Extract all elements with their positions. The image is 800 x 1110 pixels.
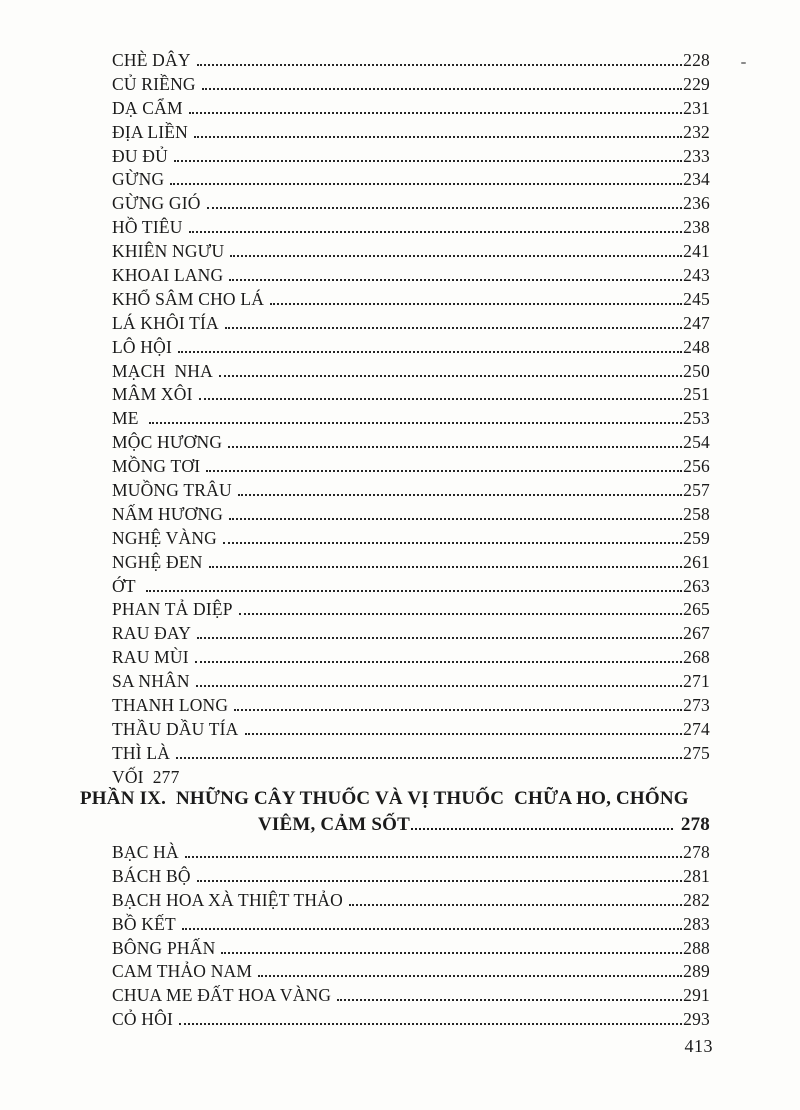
dot-leader bbox=[197, 637, 682, 639]
dot-leader bbox=[179, 1023, 682, 1025]
dot-leader bbox=[229, 279, 682, 281]
scan-speck bbox=[741, 62, 746, 64]
toc-entry bbox=[112, 408, 710, 432]
toc-entry-label: LÔ HỘI bbox=[112, 336, 173, 357]
toc-entry-page: 268 bbox=[683, 647, 710, 668]
toc-entry bbox=[112, 695, 710, 719]
toc-entry bbox=[112, 890, 710, 914]
toc-entry bbox=[112, 217, 710, 241]
toc-entry-page: 228 bbox=[683, 50, 710, 70]
toc-entry-label: ME bbox=[112, 408, 144, 429]
toc-entry-page: 288 bbox=[683, 937, 710, 958]
dot-leader bbox=[229, 518, 682, 520]
toc-entry-page: 271 bbox=[683, 671, 710, 692]
toc-entry bbox=[112, 914, 710, 938]
toc-entry-page: 247 bbox=[683, 312, 710, 333]
toc-entry-label: SA NHÂN bbox=[112, 671, 190, 692]
dot-leader bbox=[228, 446, 682, 448]
toc-entry-page: 278 bbox=[683, 842, 710, 862]
toc-entry bbox=[112, 146, 710, 170]
dot-leader bbox=[176, 757, 682, 759]
toc-entry bbox=[112, 122, 710, 146]
toc-entry bbox=[112, 456, 710, 480]
toc-entry-page: 289 bbox=[683, 961, 710, 982]
toc-entry bbox=[112, 528, 710, 552]
toc-entry bbox=[112, 241, 710, 265]
dot-leader bbox=[206, 470, 682, 472]
toc-entry-label: VỐI bbox=[112, 766, 144, 787]
toc-entry-page: 231 bbox=[683, 97, 710, 118]
toc-entry-label: MẠCH NHA bbox=[112, 360, 213, 381]
dot-leader bbox=[219, 375, 682, 377]
dot-leader bbox=[149, 422, 682, 424]
toc-entry-label: BÁCH BỘ bbox=[112, 865, 191, 886]
toc-entry-page: 256 bbox=[683, 456, 710, 477]
toc-entry-page: 273 bbox=[683, 695, 710, 716]
toc-entry-label: DẠ CẨM bbox=[112, 97, 183, 118]
toc-entry bbox=[112, 432, 710, 456]
dot-leader bbox=[202, 88, 682, 90]
toc-entry-label: CAM THẢO NAM bbox=[112, 961, 253, 982]
toc-entry-label: NGHỆ VÀNG bbox=[112, 527, 218, 548]
toc-entry-label: CHÈ DÂY bbox=[112, 50, 191, 70]
dot-leader bbox=[337, 999, 682, 1001]
toc-entry bbox=[112, 599, 710, 623]
toc-entry-label: THẦU DẦU TÍA bbox=[112, 718, 239, 739]
dot-leader bbox=[230, 255, 682, 257]
toc-entry bbox=[112, 193, 710, 217]
toc-entry bbox=[112, 384, 710, 408]
toc-entry bbox=[112, 866, 710, 890]
toc-entry-page: 236 bbox=[683, 193, 710, 214]
page-number: 413 bbox=[684, 1036, 713, 1056]
dot-leader bbox=[225, 327, 682, 329]
toc-entry-label: BỒ KẾT bbox=[112, 913, 176, 934]
section-heading bbox=[80, 786, 710, 838]
dot-leader bbox=[199, 398, 683, 400]
toc-entry-label: THANH LONG bbox=[112, 695, 229, 716]
section-heading-line2 bbox=[80, 812, 710, 838]
toc-entry-page: 234 bbox=[683, 169, 710, 190]
dot-leader bbox=[349, 904, 682, 906]
toc-list-bottom bbox=[112, 842, 710, 1033]
dot-leader bbox=[234, 709, 682, 711]
toc-entry bbox=[112, 985, 710, 1009]
toc-entry bbox=[112, 1009, 710, 1033]
dot-leader bbox=[189, 231, 683, 233]
toc-entry bbox=[112, 671, 710, 695]
dot-leader bbox=[238, 494, 682, 496]
toc-entry-label: THÌ LÀ bbox=[112, 742, 171, 763]
dot-leader bbox=[239, 613, 682, 615]
dot-leader bbox=[221, 952, 682, 954]
toc-entry bbox=[112, 719, 710, 743]
toc-entry-label: PHAN TẢ DIỆP bbox=[112, 599, 233, 620]
dot-leader bbox=[178, 351, 682, 353]
toc-entry-page: 258 bbox=[683, 503, 710, 524]
toc-entry bbox=[112, 265, 710, 289]
toc-entry bbox=[112, 576, 710, 600]
dot-leader bbox=[146, 590, 682, 592]
toc-entry-label: KHOAI LANG bbox=[112, 265, 224, 286]
dot-leader bbox=[189, 112, 682, 114]
toc-entry-label: BÔNG PHẤN bbox=[112, 937, 216, 958]
toc-entry-label: LÁ KHÔI TÍA bbox=[112, 312, 219, 333]
dot-leader bbox=[207, 207, 683, 209]
dot-leader bbox=[258, 975, 682, 977]
toc-entry bbox=[112, 74, 710, 98]
toc-entry bbox=[112, 50, 710, 74]
toc-entry-page: 274 bbox=[683, 718, 710, 739]
toc-entry-page: 263 bbox=[683, 575, 710, 596]
toc-entry bbox=[112, 504, 710, 528]
toc-entry-label: RAU MÙI bbox=[112, 647, 189, 668]
toc-entry-label: CỎ HÔI bbox=[112, 1009, 173, 1030]
dot-leader bbox=[195, 661, 682, 663]
toc-entry-label: NẤM HƯƠNG bbox=[112, 503, 224, 524]
toc-entry-page: 257 bbox=[683, 480, 710, 501]
toc-entry bbox=[112, 552, 710, 576]
toc-entry-page: 248 bbox=[683, 336, 710, 357]
dot-leader bbox=[411, 828, 673, 830]
toc-entry bbox=[112, 961, 710, 985]
toc-entry bbox=[112, 480, 710, 504]
toc-entry-label: ỚT bbox=[112, 575, 140, 596]
toc-entry bbox=[112, 842, 710, 866]
dot-leader bbox=[182, 928, 682, 930]
toc-entry-label: GỪNG GIÓ bbox=[112, 193, 201, 214]
section-heading-line1: PHẦN IX. NHỮNG CÂY THUỐC VÀ VỊ THUỐC CHỮA HO, CHỐNG bbox=[80, 788, 689, 809]
toc-entry-page: 265 bbox=[683, 599, 710, 620]
toc-entry-label: BẠC HÀ bbox=[112, 842, 179, 862]
toc-list-top bbox=[112, 50, 710, 791]
section-heading-page: 278 bbox=[680, 814, 710, 835]
toc-entry-label: NGHỆ ĐEN bbox=[112, 551, 203, 572]
toc-entry bbox=[112, 98, 710, 122]
toc-entry bbox=[112, 289, 710, 313]
toc-entry-page: 254 bbox=[683, 432, 710, 453]
toc-entry-page: 281 bbox=[683, 865, 710, 886]
toc-entry-page: 250 bbox=[683, 360, 710, 381]
toc-entry-label: KHỔ SÂM CHO LÁ bbox=[112, 288, 265, 309]
section-heading-line2-label: VIÊM, CẢM SỐT bbox=[258, 814, 410, 835]
toc-entry-label: ĐỊA LIỀN bbox=[112, 121, 188, 142]
toc-entry-label: MỘC HƯƠNG bbox=[112, 432, 223, 453]
dot-leader bbox=[196, 685, 682, 687]
toc-entry-label: RAU ĐAY bbox=[112, 623, 192, 644]
dot-leader bbox=[197, 880, 682, 882]
toc-entry-label: CHUA ME ĐẤT HOA VÀNG bbox=[112, 985, 332, 1006]
toc-entry-label: GỪNG bbox=[112, 169, 165, 190]
toc-entry-page: 293 bbox=[683, 1009, 710, 1030]
toc-entry-page: 229 bbox=[683, 73, 710, 94]
dot-leader bbox=[197, 64, 682, 66]
toc-entry-label: MUỒNG TRÂU bbox=[112, 480, 232, 501]
toc-entry-label: BẠCH HOA XÀ THIỆT THẢO bbox=[112, 889, 343, 910]
toc-entry-page: 275 bbox=[683, 742, 710, 763]
toc-entry-page: 291 bbox=[683, 985, 710, 1006]
toc-entry-page: 233 bbox=[683, 145, 710, 166]
toc-entry bbox=[112, 361, 710, 385]
toc-entry-label: MÂM XÔI bbox=[112, 384, 193, 405]
toc-entry bbox=[112, 743, 710, 767]
toc-entry bbox=[112, 623, 710, 647]
dot-leader bbox=[209, 566, 683, 568]
toc-entry-label: CỦ RIỀNG bbox=[112, 73, 196, 94]
dot-leader bbox=[245, 733, 683, 735]
toc-entry-page: 261 bbox=[683, 551, 710, 572]
toc-entry-page: 232 bbox=[683, 121, 710, 142]
toc-entry bbox=[112, 938, 710, 962]
toc-entry-page: 238 bbox=[683, 217, 710, 238]
dot-leader bbox=[194, 136, 682, 138]
toc-entry-page: 251 bbox=[683, 384, 710, 405]
toc-entry-page: 283 bbox=[683, 913, 710, 934]
toc-entry-page: 245 bbox=[683, 288, 710, 309]
dot-leader bbox=[185, 856, 682, 858]
toc-entry-label: ĐU ĐỦ bbox=[112, 145, 168, 166]
toc-entry-page: 277 bbox=[152, 766, 180, 787]
toc-entry-label: MỒNG TƠI bbox=[112, 456, 201, 477]
toc-entry bbox=[112, 313, 710, 337]
toc-entry-label: KHIÊN NGƯU bbox=[112, 241, 225, 262]
toc-entry bbox=[112, 647, 710, 671]
toc-entry-page: 282 bbox=[683, 889, 710, 910]
dot-leader bbox=[270, 303, 682, 305]
toc-entry-page: 267 bbox=[683, 623, 710, 644]
dot-leader bbox=[223, 542, 682, 544]
dot-leader bbox=[170, 183, 682, 185]
toc-entry bbox=[112, 337, 710, 361]
toc-entry bbox=[112, 169, 710, 193]
toc-entry-page: 243 bbox=[683, 265, 710, 286]
toc-entry-page: 241 bbox=[683, 241, 710, 262]
toc-entry-page: 253 bbox=[683, 408, 710, 429]
toc-entry-label: HỒ TIÊU bbox=[112, 217, 183, 238]
dot-leader bbox=[174, 160, 682, 162]
toc-entry-page: 259 bbox=[683, 527, 710, 548]
